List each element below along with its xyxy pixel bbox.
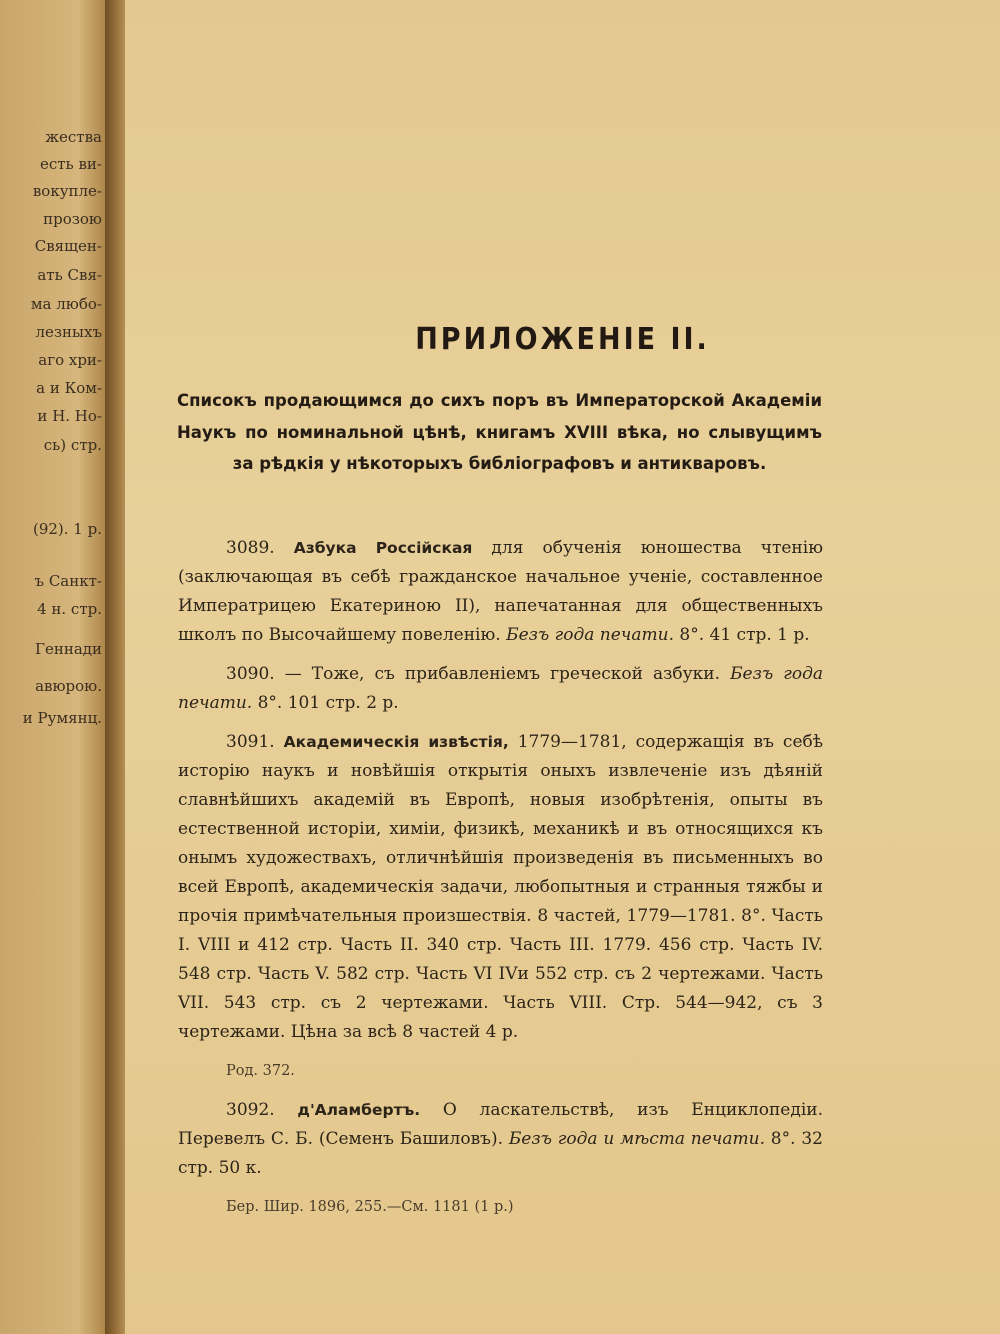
appendix-subtitle: Списокъ продающимся до сихъ поръ въ Императорской Академiи Наукъ по номинальной цѣнѣ, книгамъ XVIII вѣка, но слывущимъ за рѣдкiя у нѣкоторыхъ библiографовъ и антикваровъ.	[177, 391, 822, 473]
facing-page-text-fragment: Геннади	[35, 640, 102, 658]
entry-tail: 8°. 101 стр. 2 р.	[252, 693, 399, 713]
facing-page-text-fragment: 4 н. стр.	[37, 600, 102, 618]
facing-page-text-fragment: и Румянц.	[22, 709, 102, 727]
facing-page-text-fragment: авюрою.	[35, 677, 102, 695]
entry-italic: Безъ года печати.	[506, 625, 674, 645]
facing-page-text-fragment: лезныхъ	[35, 323, 102, 341]
facing-page-text-fragment: ать Свя-	[37, 266, 102, 284]
entry-text: 1779—1781, содержащiя въ себѣ исторiю наукъ и новѣйшiя открытiя оныхъ извлеченiе изъ дѣянiй славнѣйшихъ академiй въ Европѣ, новыя изобрѣтенiя, опыты въ естественной исторiи, химiи, физикѣ, механикѣ и въ относящихся къ онымъ художествахъ, отличнѣйшiя произведенiя въ письменныхъ во всей Европѣ, академическiя задачи, любопытныя и странныя тяжбы и прочiя примѣчательныя произшествiя. 8 частей, 1779—1781. 8°. Часть I. VIII и 412 стр. Часть II. 340 стр. Часть III. 1779. 456 стр. Часть IV. 548 стр. Часть V. 582 стр. Часть VI IVи 552 стр. съ 2 чертежами. Часть VII. 543 стр. съ 2 чертежами. Часть VIII. Стр. 544—942, съ 3 чертежами. Цѣна за всѣ 8 частей 4 р.	[178, 732, 823, 1042]
entry-number: 3089.	[226, 538, 275, 558]
bibliographic-reference: Бер. Шир. 1896, 255.—См. 1181 (1 р.)	[226, 1199, 514, 1215]
entry-text: О ласкательствѣ, изъ Енциклопедiи. Перевелъ С. Б. (Семенъ Башиловъ).	[178, 1100, 824, 1149]
facing-page-text-fragment: ъ Санкт-	[34, 572, 102, 590]
entry-text: для обученiя юношества чтенiю (заключающая въ себѣ гражданское начальное ученiе, составленное Императрицею Екатериною II), напечатанная для общественныхъ школъ по Высочайшему повеленiю.	[178, 538, 823, 645]
book-page	[125, 0, 1000, 1334]
facing-page-text-fragment: вокупле-	[32, 182, 102, 200]
entry-text: — Тоже, съ прибавленiемъ греческой азбуки.	[274, 664, 731, 684]
entry-number: 3090.	[226, 664, 275, 684]
facing-page-edge	[0, 0, 112, 1334]
catalog-entry	[178, 534, 823, 650]
entry-italic: Безъ года печати.	[178, 664, 823, 713]
appendix-title: ПРИЛОЖЕНIЕ II.	[415, 322, 710, 357]
facing-page-text-fragment: аго хри-	[38, 351, 102, 369]
catalog-entry	[178, 660, 823, 718]
facing-page-text-fragment: и Н. Но-	[37, 407, 102, 425]
entry-title: Академическiя извѣстiя,	[283, 733, 509, 751]
facing-page-text-fragment: прозою	[43, 210, 102, 228]
facing-page-text-fragment: а и Ком-	[36, 379, 102, 397]
catalog-entry	[178, 1096, 823, 1183]
facing-page-text-fragment: есть ви-	[39, 155, 102, 173]
facing-page-text-fragment: жества	[45, 128, 102, 146]
entry-italic: Безъ года и мѣста печати.	[508, 1129, 765, 1149]
facing-page-text-fragment: Священ-	[34, 237, 102, 255]
bibliographic-reference: Род. 372.	[226, 1063, 295, 1079]
entry-title: д'Аламбертъ.	[297, 1101, 421, 1119]
entry-number: 3092.	[226, 1100, 275, 1120]
entry-tail: 8°. 41 стр. 1 р.	[673, 625, 810, 645]
catalog-entries	[178, 534, 823, 1232]
catalog-entry	[178, 728, 823, 1047]
facing-page-text-fragment: (92). 1 р.	[32, 520, 102, 538]
facing-page-text-fragment: сь) стр.	[43, 436, 102, 454]
entry-number: 3091.	[226, 732, 275, 752]
entry-tail: 8°. 32 стр. 50 к.	[178, 1129, 823, 1178]
facing-page-text-fragment: ма любо-	[30, 295, 102, 313]
entry-title: Азбука Россiйская	[293, 539, 473, 557]
